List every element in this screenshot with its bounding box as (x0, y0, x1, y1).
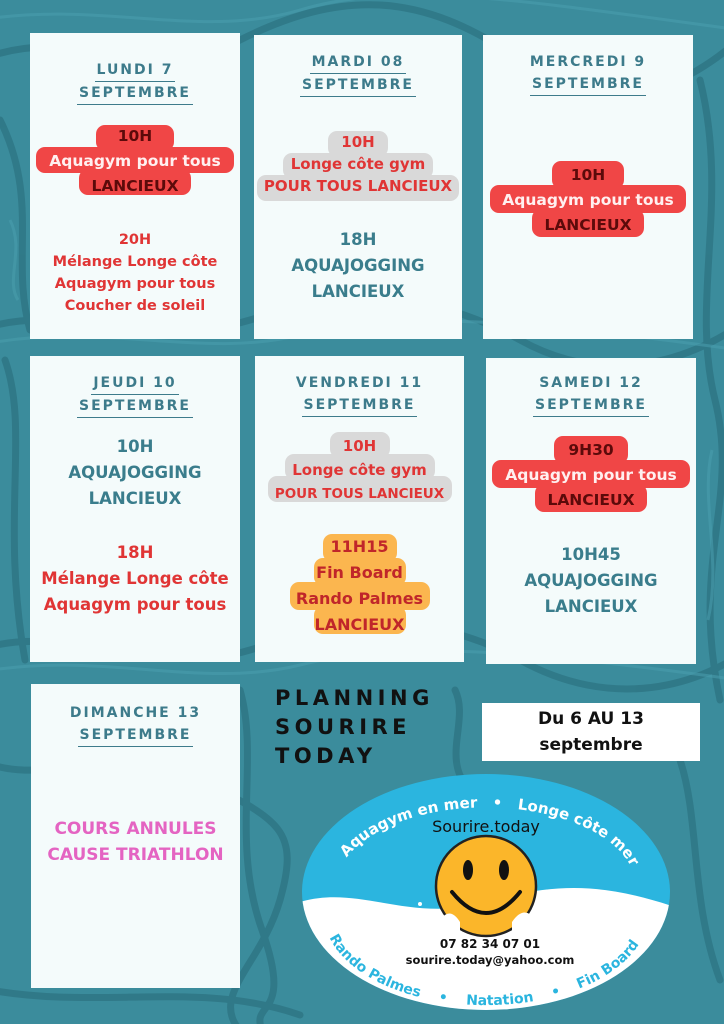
slot-activity-2: Aquagym pour tous (54, 276, 216, 292)
slot-activity: Aquagym pour tous (505, 466, 677, 484)
slot-time: 10H (117, 127, 153, 145)
day-name: SAMEDI 12 (539, 375, 643, 391)
slot-evening (30, 229, 240, 317)
day-header (486, 372, 696, 417)
sourire-today-logo (300, 774, 672, 1014)
day-card-saturday (486, 358, 696, 664)
slot-morning (30, 434, 240, 512)
day-month: SEPTEMBRE (302, 394, 418, 417)
day-month: SEPTEMBRE (300, 74, 416, 97)
day-name: JEUDI 10 (91, 372, 178, 395)
title-line-2: SOURIRE (275, 715, 412, 739)
slot-activity: AQUAJOGGING (524, 571, 658, 590)
slot-cancelled (31, 816, 240, 868)
slot-morning (486, 438, 696, 513)
slot-location: LANCIEUX (91, 177, 179, 195)
slot-activity: Longe côte gym (292, 461, 427, 479)
slot-morning (30, 124, 240, 199)
slot-time: 9H30 (568, 441, 614, 459)
slot-activity-2: Rando Palmes (295, 589, 424, 608)
slot-activity: Aquagym pour tous (502, 191, 674, 209)
day-header (30, 372, 240, 418)
day-header (31, 702, 240, 747)
day-card-monday (30, 33, 240, 339)
day-month: SEPTEMBRE (77, 395, 193, 418)
slot-activity: AQUAJOGGING (68, 463, 202, 482)
cancel-reason: CAUSE TRIATHLON (47, 845, 224, 865)
slot-location: LANCIEUX (544, 216, 632, 234)
logo-finboard-label: Fin Board (574, 937, 643, 993)
day-card-wednesday (483, 35, 693, 339)
slot-location: LANCIEUX (314, 615, 405, 634)
slot-time: 10H (342, 437, 377, 455)
day-header (483, 51, 693, 96)
page-title (275, 684, 434, 771)
slot-time: 10H45 (561, 545, 621, 564)
slot-morning (254, 131, 462, 197)
title-line-1: PLANNING (275, 686, 434, 710)
day-card-thursday (30, 356, 240, 662)
slot-evening (254, 227, 462, 305)
slot-note: Coucher de soleil (64, 298, 206, 314)
logo-dot: • (437, 989, 449, 1007)
slot-time: 10H (570, 166, 606, 184)
day-name: MARDI 08 (310, 51, 407, 74)
slot-late-morning (255, 534, 464, 638)
logo-phone: 07 82 34 07 01 (439, 937, 541, 951)
day-month: SEPTEMBRE (533, 394, 649, 417)
cancel-notice: COURS ANNULES (54, 819, 217, 839)
period-line-1: Du 6 AU 13 (538, 709, 644, 729)
day-header (254, 51, 462, 97)
slot-time: 18H (116, 543, 154, 562)
day-header (30, 59, 240, 105)
day-card-tuesday (254, 35, 462, 339)
slot-time: 20H (118, 232, 152, 248)
slot-location: LANCIEUX (311, 282, 405, 301)
day-month: SEPTEMBRE (78, 724, 194, 747)
slot-location: LANCIEUX (544, 597, 638, 616)
slot-activity: AQUAJOGGING (291, 256, 425, 275)
slot-time: 10H (341, 133, 375, 151)
day-name: LUNDI 7 (95, 59, 176, 82)
slot-morning (255, 434, 464, 506)
slot-time: 11H15 (330, 537, 389, 556)
logo-natation-label: Natation (465, 989, 535, 1010)
slot-location: LANCIEUX (88, 489, 182, 508)
day-name: MERCREDI 9 (529, 54, 647, 70)
day-card-sunday (31, 684, 240, 988)
slot-evening (30, 540, 240, 618)
slot-activity: Mélange Longe côte (41, 569, 229, 588)
slot-morning (483, 163, 693, 238)
logo-email: sourire.today@yahoo.com (405, 953, 575, 967)
logo-rando-label: Rando Palmes (325, 931, 423, 1001)
slot-activity: Mélange Longe côte (52, 254, 218, 270)
day-month: SEPTEMBRE (530, 73, 646, 96)
day-month: SEPTEMBRE (77, 82, 193, 105)
slot-location: LANCIEUX (547, 491, 635, 509)
slot-location: POUR TOUS LANCIEUX (274, 486, 445, 502)
slot-activity: Longe côte gym (290, 155, 426, 173)
logo-aquagym-label: Aquagym en mer (336, 793, 478, 861)
slot-activity-2: Aquagym pour tous (43, 595, 227, 614)
title-line-3: TODAY (275, 744, 377, 768)
day-card-friday (255, 356, 464, 662)
logo-dot: • (549, 983, 563, 1001)
slot-activity: Fin Board (316, 563, 403, 582)
period-box (482, 703, 700, 761)
slot-activity: Aquagym pour tous (49, 152, 221, 170)
period-line-2: septembre (539, 735, 643, 755)
slot-location: POUR TOUS LANCIEUX (263, 177, 453, 195)
day-name: DIMANCHE 13 (69, 705, 202, 721)
logo-brand: Sourire.today (432, 817, 540, 836)
logo-longe-label: Longe côte mer (516, 795, 644, 869)
slot-time: 18H (339, 230, 377, 249)
slot-late-morning (486, 542, 696, 620)
slot-time: 10H (116, 437, 154, 456)
day-header (255, 372, 464, 417)
logo-dot: • (492, 793, 503, 812)
day-name: VENDREDI 11 (295, 375, 424, 391)
